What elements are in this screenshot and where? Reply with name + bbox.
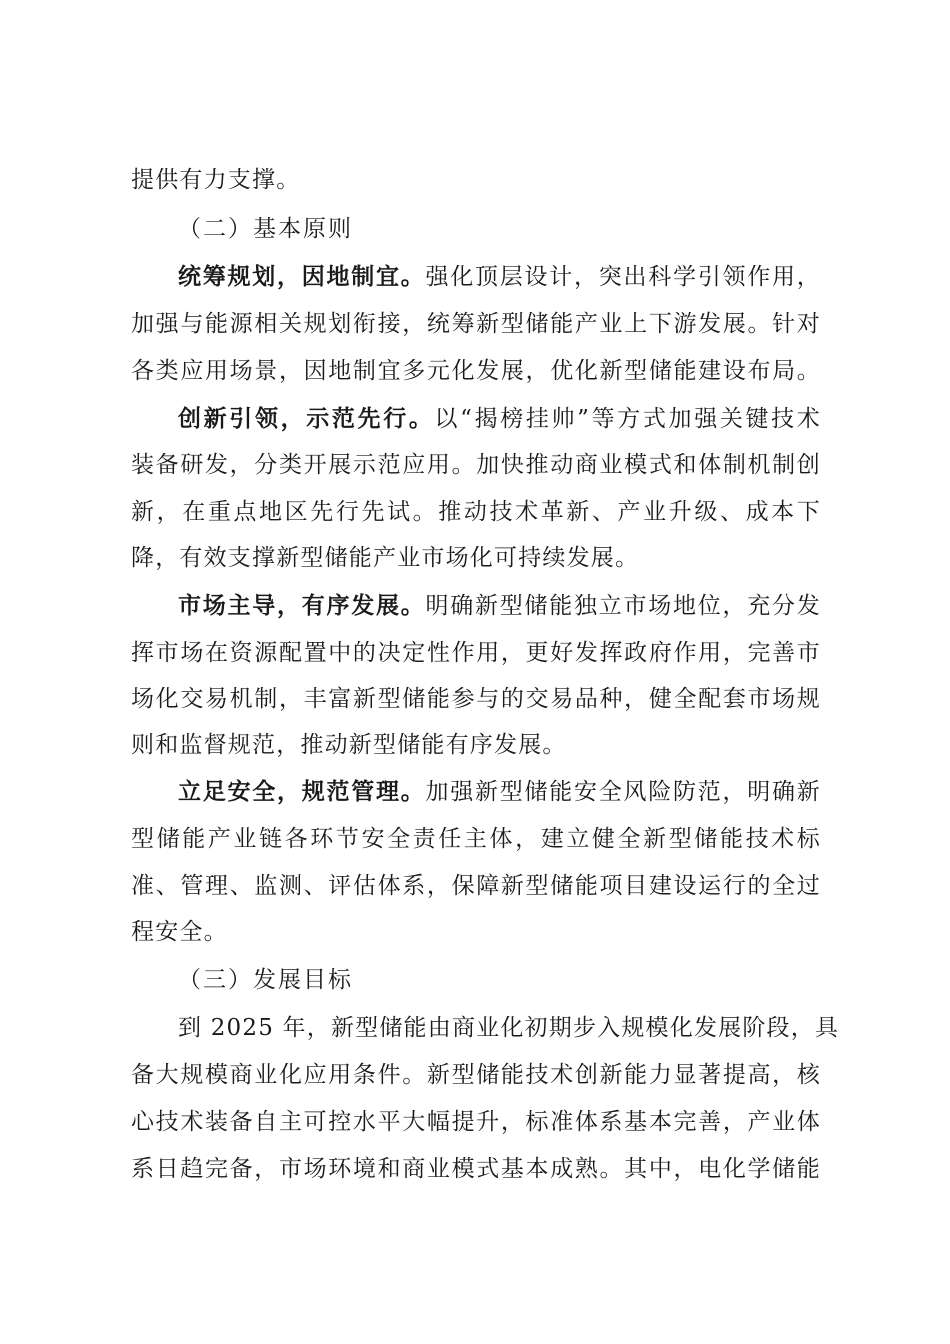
paragraph-line	[178, 257, 821, 297]
paragraph-text: 以“揭榜挂帅”等方式加强关键技术	[434, 406, 822, 432]
paragraph-line: 挥市场在资源配置中的决定性作用，更好发挥政府作用，完善市	[131, 640, 821, 666]
paragraph-line: 装备研发，分类开展示范应用。加快推动商业模式和体制机制创	[131, 452, 821, 478]
paragraph-line	[178, 772, 821, 812]
paragraph-text: 明确新型储能独立市场地位，充分发	[425, 593, 822, 619]
paragraph-text: 强化顶层设计，突出科学引领作用，	[425, 264, 822, 290]
paragraph-line: 提供有力支撑。	[131, 167, 301, 193]
paragraph-line: 准、管理、监测、评估体系，保障新型储能项目建设运行的全过	[131, 873, 821, 899]
section-heading-principles: （二）基本原则	[178, 216, 353, 242]
paragraph-line: 则和监督规范，推动新型储能有序发展。	[131, 732, 567, 758]
principle-title: 立足安全，规范管理。	[178, 778, 426, 805]
paragraph-line: 场化交易机制，丰富新型储能参与的交易品种，健全配套市场规	[131, 686, 821, 712]
principle-title: 创新引领，示范先行。	[178, 405, 435, 432]
paragraph-line: 型储能产业链各环节安全责任主体，建立健全新型储能技术标	[131, 826, 821, 852]
paragraph-line	[178, 586, 821, 626]
principle-title: 市场主导，有序发展。	[178, 592, 426, 619]
paragraph-line	[178, 399, 821, 439]
paragraph-line: 程安全。	[131, 919, 228, 945]
paragraph-line: 心技术装备自主可控水平大幅提升，标准体系基本完善，产业体	[131, 1109, 821, 1135]
paragraph-line: 系日趋完备，市场环境和商业模式基本成熟。其中，电化学储能	[131, 1156, 821, 1182]
paragraph-line: 到 2025 年，新型储能由商业化初期步入规模化发展阶段，具	[178, 1015, 840, 1041]
paragraph-line: 降，有效支撑新型储能产业市场化可持续发展。	[131, 545, 640, 571]
paragraph-line: 各类应用场景，因地制宜多元化发展，优化新型储能建设布局。	[131, 358, 821, 384]
paragraph-line: 加强与能源相关规划衔接，统筹新型储能产业上下游发展。针对	[131, 311, 821, 337]
paragraph-line: 新，在重点地区先行先试。推动技术革新、产业升级、成本下	[131, 499, 821, 525]
paragraph-line: 备大规模商业化应用条件。新型储能技术创新能力显著提高，核	[131, 1062, 821, 1088]
section-heading-goals: （三）发展目标	[178, 967, 353, 993]
paragraph-text: 加强新型储能安全风险防范，明确新	[425, 779, 822, 805]
principle-title: 统筹规划，因地制宜。	[178, 263, 426, 290]
